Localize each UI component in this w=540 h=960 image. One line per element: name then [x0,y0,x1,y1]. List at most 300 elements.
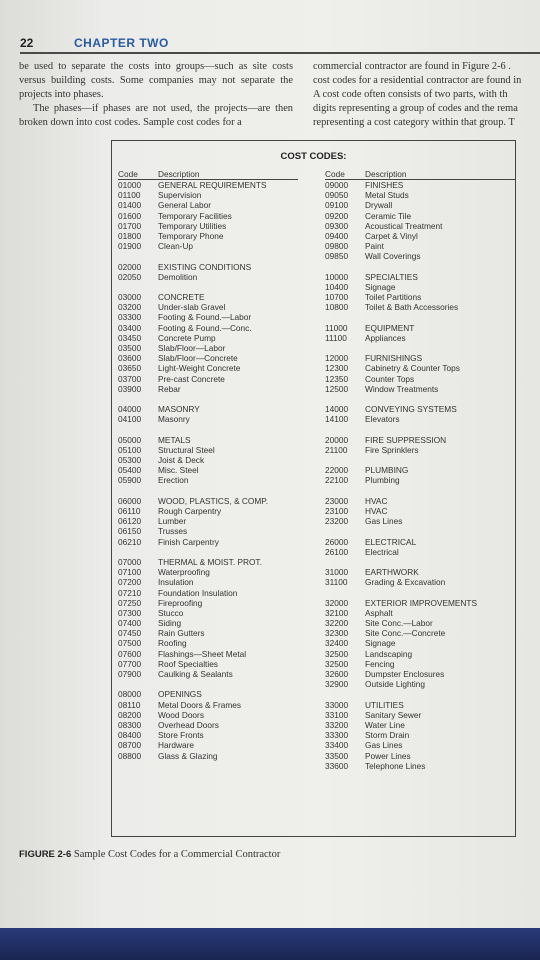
text-line: representing a cost category within that group. T [313,117,515,128]
cost-code-description: General Labor [158,200,212,211]
cost-code: 12350 [325,373,349,384]
cost-code: 03650 [118,363,142,374]
cost-code-description: Erection [158,475,189,486]
cost-code: 10400 [325,281,349,292]
cost-code-row [118,557,298,567]
cost-code-description: Temporary Phone [158,230,224,241]
cost-code: 09400 [325,230,349,241]
cost-code-row [118,608,298,618]
cost-code: 09800 [325,241,349,252]
cost-code-description: Stucco [158,607,184,618]
cost-code-row [325,628,515,638]
cost-code-row [325,537,515,547]
figure-caption [19,849,280,860]
cost-code-row [118,720,298,730]
cost-code-description: Fire Sprinklers [365,444,419,455]
cost-code-description: FINISHES [365,180,404,190]
cost-code-row [325,180,515,190]
cost-code: 03000 [118,292,142,303]
cost-code: 10700 [325,292,349,303]
cost-code-row [325,649,515,659]
cost-code-row [325,659,515,669]
cost-code: 20000 [325,434,349,445]
cost-code-description: Supervision [158,190,202,201]
cost-code-description: Wall Coverings [365,251,421,262]
cost-code: 09300 [325,220,349,231]
cost-code-row [325,740,515,750]
cost-code-description: Water Line [365,719,405,730]
cost-code-description: Joist & Deck [158,455,205,466]
cost-code-row [325,251,515,261]
text-line: digits representing a group of codes and the rema [313,103,518,114]
cost-code-row [118,516,298,526]
cost-code: 07900 [118,669,142,679]
cost-code-row [325,720,515,730]
cost-code: 22100 [325,475,349,486]
cost-code: 03400 [118,322,142,333]
cost-code-row [325,272,515,282]
cost-code: 06120 [118,516,142,527]
cost-code-description: Insulation [158,577,194,588]
group-spacer [118,679,298,689]
cost-code-row [118,404,298,414]
group-spacer [118,282,298,292]
cost-code: 05900 [118,475,142,486]
cost-code-description: EXTERIOR IMPROVEMENTS [365,597,478,608]
cost-code: 05400 [118,465,142,476]
cost-code: 01400 [118,200,142,211]
cost-code-row [118,730,298,740]
cost-code: 32600 [325,669,349,679]
cost-code: 07100 [118,567,142,578]
cost-code-row [118,414,298,424]
cost-code-row [118,323,298,333]
cost-code-description: Demolition [158,271,198,282]
cost-code-row [118,577,298,587]
cost-code: 08000 [118,689,142,700]
cost-code-row [118,475,298,485]
cost-code: 23100 [325,506,349,516]
cost-code-description: OPENINGS [158,689,202,700]
cost-code: 12000 [325,353,349,364]
cost-code: 02050 [118,271,142,282]
cost-code-description: ELECTRICAL [365,536,417,547]
page-number: 22 [20,36,34,50]
cost-code: 14100 [325,414,349,425]
cost-code: 26100 [325,546,349,557]
cost-code: 01800 [118,230,142,241]
cost-code-row [118,659,298,669]
cost-code-row [118,363,298,373]
cost-code-row [325,465,515,475]
cost-code-description: Foundation Insulation [158,587,238,598]
figure-label: FIGURE 2-6 [19,849,72,860]
cost-code: 01600 [118,210,142,221]
cost-code-row [118,302,298,312]
cost-code: 11000 [325,322,348,333]
group-spacer [325,312,515,322]
cost-code-row [118,445,298,455]
cost-code-row [325,638,515,648]
cost-code-description: Pre-cast Concrete [158,373,225,384]
cost-code-row [118,312,298,322]
cost-code-description: METALS [158,434,191,445]
cost-code-description: Slab/Floor—Concrete [158,353,238,364]
cost-code-row [118,618,298,628]
text-line: A cost code often consists of two parts, with th [313,89,508,100]
cost-code-row [325,496,515,506]
cost-code-row [325,608,515,618]
cost-code-description: Footing & Found.—Conc. [158,322,252,333]
cost-code-description: Fencing [365,658,395,669]
cost-code-description: Roof Specialties [158,658,218,669]
group-spacer [118,486,298,496]
cost-code: 09850 [325,251,349,262]
figure-title: COST CODES: [280,151,347,162]
group-spacer [325,486,515,496]
cost-code-row [325,445,515,455]
cost-code: 01900 [118,241,142,252]
cost-codes-left-column [118,169,298,761]
cost-code-row [325,435,515,445]
cost-code: 32500 [325,648,349,659]
cost-code-description: Dumpster Enclosures [365,669,445,679]
cost-code-row [325,751,515,761]
cost-code-description: Gas Lines [365,516,403,527]
cost-code: 08300 [118,719,142,730]
group-spacer [325,343,515,353]
cost-code-row [325,475,515,485]
cost-code: 01100 [118,190,141,201]
cost-code: 10800 [325,302,349,313]
cost-code-description: Sanitary Sewer [365,709,422,720]
cost-code-description: FIRE SUPPRESSION [365,434,447,445]
group-spacer [325,588,515,598]
cost-code: 06110 [118,506,141,516]
cost-code-row [118,598,298,608]
cost-code-row [325,211,515,221]
cost-code: 07000 [118,556,142,567]
cost-code-description: WOOD, PLASTICS, & COMP. [158,495,269,506]
cost-code-row [325,221,515,231]
cost-code-description: Clean-Up [158,241,194,252]
cost-code-row [325,404,515,414]
cost-code: 08110 [118,699,141,710]
cost-code-row [118,190,298,200]
cost-code-description: Signage [365,638,396,649]
cost-code: 03600 [118,353,142,364]
cost-code: 07450 [118,628,142,639]
cost-code: 32400 [325,638,349,649]
cost-code-description: Masonry [158,414,190,425]
cost-code-row [325,200,515,210]
cost-code-description: Waterproofing [158,567,210,578]
cost-code-row [325,333,515,343]
cost-code-row [118,465,298,475]
cost-code-row [325,384,515,394]
cost-code: 05100 [118,444,142,455]
cost-code-description: Structural Steel [158,444,215,455]
cost-code: 32300 [325,628,349,639]
cost-code-row [118,221,298,231]
cost-code-description: GENERAL REQUIREMENTS [158,180,267,190]
cost-code: 32500 [325,658,349,669]
cost-code: 32000 [325,597,349,608]
cost-code-description: Rebar [158,383,181,394]
cost-code-row [325,618,515,628]
description-header: Description [365,169,407,179]
group-spacer [118,425,298,435]
cost-code-description: THERMAL & MOIST. PROT. [158,556,262,567]
cost-code: 03200 [118,302,142,313]
cost-code-description: Paint [365,241,384,252]
text-line: cost codes for a residential contractor are found in [313,75,522,86]
cost-codes-figure [111,140,516,837]
cost-code-description: Overhead Doors [158,719,219,730]
group-spacer [118,394,298,404]
cost-code: 06150 [118,526,142,537]
cost-code-description: Toilet Partitions [365,292,422,303]
cost-code: 06000 [118,495,142,506]
caption-text: Sample Cost Codes for a Commercial Contractor [73,849,281,860]
cost-code: 21100 [325,444,348,455]
cost-code-description: Temporary Utilities [158,220,227,231]
cost-code-description: Ceramic Tile [365,210,412,221]
cost-code-row [325,761,515,771]
cost-code: 33200 [325,719,349,730]
cost-code-row [118,496,298,506]
cost-code-description: Caulking & Sealants [158,669,233,679]
cost-code: 06210 [118,536,142,547]
group-spacer [118,547,298,557]
cost-code-description: EQUIPMENT [365,322,415,333]
cost-code-row [118,751,298,761]
cost-code: 32200 [325,618,349,629]
chapter-title: CHAPTER TWO [74,36,169,50]
group-spacer [118,251,298,261]
cost-code-description: Temporary Facilities [158,210,232,221]
cost-code-row [118,628,298,638]
cost-code: 03450 [118,332,142,343]
cost-code-description: Gas Lines [365,740,403,751]
cost-code-row [118,200,298,210]
cost-code-row [118,588,298,598]
cost-code-row [118,333,298,343]
cost-code-description: Fireproofing [158,597,203,608]
cost-code-description: Finish Carpentry [158,536,219,547]
cost-code-description: Misc. Steel [158,465,199,476]
cost-code: 12300 [325,363,349,374]
cost-code-row [118,343,298,353]
code-header: Code [325,169,345,179]
cost-code: 09200 [325,210,349,221]
cost-code-row [118,689,298,699]
cost-code-description: Power Lines [365,750,411,761]
cost-code-row [118,506,298,516]
cost-code: 05300 [118,455,142,466]
cost-code-description: Storm Drain [365,730,410,741]
cost-code: 07250 [118,597,142,608]
cost-code-row [325,282,515,292]
cost-code: 07210 [118,587,142,598]
cost-code: 32100 [325,607,349,618]
cost-code-description: Carpet & Vinyl [365,230,418,241]
cost-code-row [118,384,298,394]
body-text-right [313,60,540,130]
cost-code-row [118,649,298,659]
cost-code-description: Appliances [365,332,406,343]
cost-code-row [325,567,515,577]
cost-code-row [118,455,298,465]
cost-code-description: Asphalt [365,607,393,618]
cost-code: 10000 [325,271,349,282]
cost-code-description: Electrical [365,546,399,557]
cost-code-description: Siding [158,618,182,629]
cost-code-row [325,190,515,200]
group-spacer [325,425,515,435]
cost-code-description: Grading & Excavation [365,577,446,588]
cost-code-description: Landscaping [365,648,413,659]
cost-code-row [118,526,298,536]
cost-code-description: SPECIALTIES [365,271,418,282]
cost-code-description: Acoustical Treatment [365,220,443,231]
cost-code: 09050 [325,190,349,201]
group-spacer [325,526,515,536]
cost-code: 33300 [325,730,349,741]
cost-code: 01000 [118,180,142,190]
cost-code-row [118,241,298,251]
cost-code-row [118,700,298,710]
cost-code-row [325,679,515,689]
cost-code-row [118,435,298,445]
group-spacer [325,455,515,465]
cost-code: 22000 [325,465,349,476]
cost-code-description: Counter Tops [365,373,415,384]
cost-code: 26000 [325,536,349,547]
cost-code-description: EXISTING CONDITIONS [158,261,252,272]
cost-code: 02000 [118,261,142,272]
cost-code: 33100 [325,709,349,720]
cost-code-description: CONVEYING SYSTEMS [365,404,457,415]
cost-code-row [325,292,515,302]
cost-code-description: Elevators [365,414,400,425]
cost-code: 03500 [118,343,142,353]
cost-code-description: Drywall [365,200,393,211]
cost-code-row [118,231,298,241]
paragraph: be used to separate the costs into groups—such as site costs versus building costs. Some companies may not separate the projects into phases. [19,61,293,100]
cost-codes-right-column [325,169,515,771]
cost-code-description: Hardware [158,740,194,751]
cost-code: 08200 [118,709,142,720]
cost-code-description: EARTHWORK [365,567,419,578]
cost-code: 33400 [325,740,349,751]
cost-code-description: HVAC [365,495,388,506]
cost-code-row [325,241,515,251]
cost-code-row [325,374,515,384]
cost-code-row [325,669,515,679]
cost-code-row [118,669,298,679]
cost-code-description: Store Fronts [158,730,204,741]
cost-code: 33600 [325,760,349,771]
cost-code: 11100 [325,332,347,343]
cost-code-row [325,353,515,363]
cost-code-row [118,272,298,282]
paragraph: The phases—if phases are not used, the projects—are then broken down into cost codes. Sample cost codes for a [19,103,293,128]
cost-code: 08400 [118,730,142,741]
cost-code-description: UTILITIES [365,699,404,710]
cost-code-row [325,700,515,710]
cost-code-row [118,710,298,720]
cost-code-row [118,180,298,190]
cost-code-row [325,363,515,373]
group-spacer [325,689,515,699]
cost-code: 07200 [118,577,142,588]
cost-code-description: Rain Gutters [158,628,205,639]
cost-code-description: Site Conc.—Concrete [365,628,446,639]
cost-code-row [325,323,515,333]
cost-code-description: Wood Doors [158,709,204,720]
cost-code-row [118,353,298,363]
cost-code-row [118,374,298,384]
cost-code-description: Glass & Glazing [158,750,218,761]
cost-code-row [118,740,298,750]
text-line: commercial contractor are found in Figure 2-6 . [313,61,511,72]
group-spacer [325,394,515,404]
cost-code-row [325,231,515,241]
cost-code: 04000 [118,404,142,415]
cost-code: 33500 [325,750,349,761]
group-spacer [325,557,515,567]
cost-code-description: Trusses [158,526,188,537]
cost-code: 04100 [118,414,142,425]
cost-code: 23000 [325,495,349,506]
cost-code: 09100 [325,200,349,211]
code-header: Code [118,169,138,179]
cost-code-description: Metal Doors & Frames [158,699,241,710]
cost-code-description: Slab/Floor—Labor [158,343,226,353]
cost-code: 07300 [118,607,142,618]
cost-code-row [325,506,515,516]
cost-code: 23200 [325,516,349,527]
cost-code-row [325,516,515,526]
header-rule [20,52,540,54]
cost-code-description: Signage [365,281,396,292]
cost-code-row [118,211,298,221]
cost-code-description: Cabinetry & Counter Tops [365,363,460,374]
cost-code-description: Lumber [158,516,187,527]
cost-code-description: Telephone Lines [365,760,426,771]
cost-code: 32900 [325,679,349,690]
cost-code-description: Toilet & Bath Accessories [365,302,459,313]
cost-code: 07500 [118,638,142,649]
cost-code-row [118,537,298,547]
cost-code-description: Window Treatments [365,383,439,394]
description-header: Description [158,169,200,179]
cost-code-description: FURNISHINGS [365,353,423,364]
cost-code-description: Site Conc.—Labor [365,618,433,629]
cost-code-row [325,730,515,740]
cost-code: 07600 [118,648,142,659]
cost-code-description: Concrete Pump [158,332,216,343]
cost-code-row [118,292,298,302]
cost-code-description: PLUMBING [365,465,409,476]
cost-code: 31000 [325,567,349,578]
cost-code-description: HVAC [365,506,388,516]
group-spacer [325,262,515,272]
cost-code: 08700 [118,740,142,751]
cost-code-row [325,598,515,608]
cost-code-row [325,547,515,557]
